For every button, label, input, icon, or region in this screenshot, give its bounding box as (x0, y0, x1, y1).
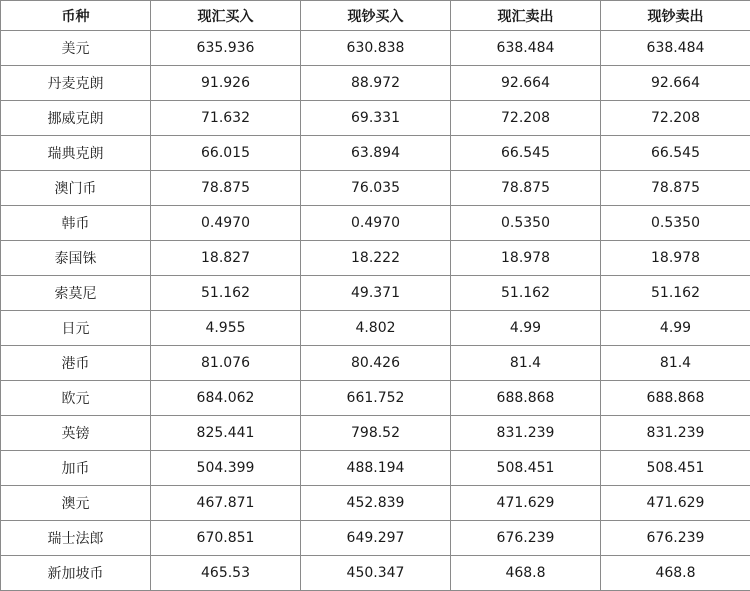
table-body (1, 31, 750, 591)
cell-cash-buy: 63.894 (301, 136, 451, 171)
cell-cash-buy: 88.972 (301, 66, 451, 101)
cell-spot-buy: 4.955 (151, 311, 301, 346)
cell-currency: 挪威克朗 (1, 101, 151, 136)
table-row (1, 101, 750, 136)
cell-spot-buy: 467.871 (151, 486, 301, 521)
cell-cash-sell: 508.451 (601, 451, 750, 486)
cell-cash-sell: 72.208 (601, 101, 750, 136)
cell-cash-buy: 649.297 (301, 521, 451, 556)
cell-currency: 索莫尼 (1, 276, 151, 311)
header-spot-sell: 现汇卖出 (451, 1, 601, 31)
cell-spot-sell: 688.868 (451, 381, 601, 416)
header-cash-buy: 现钞买入 (301, 1, 451, 31)
cell-spot-sell: 81.4 (451, 346, 601, 381)
cell-spot-sell: 638.484 (451, 31, 601, 66)
table-row (1, 136, 750, 171)
cell-currency: 美元 (1, 31, 151, 66)
cell-spot-sell: 18.978 (451, 241, 601, 276)
cell-cash-buy: 49.371 (301, 276, 451, 311)
cell-spot-buy: 51.162 (151, 276, 301, 311)
cell-cash-buy: 80.426 (301, 346, 451, 381)
cell-spot-buy: 18.827 (151, 241, 301, 276)
cell-spot-sell: 0.5350 (451, 206, 601, 241)
cell-cash-sell: 78.875 (601, 171, 750, 206)
cell-cash-sell: 81.4 (601, 346, 750, 381)
cell-cash-sell: 4.99 (601, 311, 750, 346)
cell-spot-sell: 78.875 (451, 171, 601, 206)
cell-spot-buy: 66.015 (151, 136, 301, 171)
cell-currency: 欧元 (1, 381, 151, 416)
cell-spot-buy: 81.076 (151, 346, 301, 381)
cell-cash-sell: 18.978 (601, 241, 750, 276)
cell-cash-buy: 0.4970 (301, 206, 451, 241)
cell-currency: 加币 (1, 451, 151, 486)
cell-spot-buy: 684.062 (151, 381, 301, 416)
cell-cash-buy: 69.331 (301, 101, 451, 136)
cell-currency: 瑞典克朗 (1, 136, 151, 171)
header-cash-sell: 现钞卖出 (601, 1, 750, 31)
cell-currency: 新加坡币 (1, 556, 151, 591)
cell-currency: 韩币 (1, 206, 151, 241)
cell-cash-sell: 676.239 (601, 521, 750, 556)
cell-cash-sell: 66.545 (601, 136, 750, 171)
header-currency: 币种 (1, 1, 151, 31)
table-row (1, 311, 750, 346)
cell-cash-sell: 0.5350 (601, 206, 750, 241)
cell-currency: 泰国铢 (1, 241, 151, 276)
cell-cash-buy: 4.802 (301, 311, 451, 346)
table-row (1, 381, 750, 416)
cell-cash-sell: 92.664 (601, 66, 750, 101)
cell-spot-buy: 71.632 (151, 101, 301, 136)
header-spot-buy: 现汇买入 (151, 1, 301, 31)
cell-spot-buy: 825.441 (151, 416, 301, 451)
cell-spot-buy: 465.53 (151, 556, 301, 591)
table-row (1, 171, 750, 206)
cell-spot-sell: 66.545 (451, 136, 601, 171)
cell-currency: 日元 (1, 311, 151, 346)
cell-cash-sell: 688.868 (601, 381, 750, 416)
cell-cash-buy: 630.838 (301, 31, 451, 66)
cell-cash-buy: 452.839 (301, 486, 451, 521)
cell-spot-sell: 676.239 (451, 521, 601, 556)
header-row (1, 1, 750, 31)
cell-spot-sell: 831.239 (451, 416, 601, 451)
cell-currency: 英镑 (1, 416, 151, 451)
cell-spot-sell: 4.99 (451, 311, 601, 346)
cell-currency: 港币 (1, 346, 151, 381)
table-row (1, 276, 750, 311)
table-row (1, 416, 750, 451)
cell-currency: 澳元 (1, 486, 151, 521)
cell-cash-sell: 468.8 (601, 556, 750, 591)
table-row (1, 521, 750, 556)
cell-spot-sell: 92.664 (451, 66, 601, 101)
cell-spot-sell: 508.451 (451, 451, 601, 486)
cell-spot-sell: 72.208 (451, 101, 601, 136)
cell-currency: 丹麦克朗 (1, 66, 151, 101)
cell-spot-buy: 78.875 (151, 171, 301, 206)
cell-cash-sell: 638.484 (601, 31, 750, 66)
table-row (1, 31, 750, 66)
cell-cash-sell: 51.162 (601, 276, 750, 311)
table-row (1, 556, 750, 591)
table-row (1, 241, 750, 276)
cell-spot-buy: 504.399 (151, 451, 301, 486)
cell-spot-buy: 670.851 (151, 521, 301, 556)
cell-cash-buy: 488.194 (301, 451, 451, 486)
cell-cash-buy: 661.752 (301, 381, 451, 416)
table-row (1, 486, 750, 521)
cell-spot-sell: 471.629 (451, 486, 601, 521)
table-row (1, 346, 750, 381)
table-row (1, 206, 750, 241)
cell-spot-sell: 468.8 (451, 556, 601, 591)
cell-spot-buy: 635.936 (151, 31, 301, 66)
cell-cash-buy: 450.347 (301, 556, 451, 591)
cell-currency: 澳门币 (1, 171, 151, 206)
table-row (1, 451, 750, 486)
cell-currency: 瑞士法郎 (1, 521, 151, 556)
cell-spot-sell: 51.162 (451, 276, 601, 311)
cell-cash-sell: 831.239 (601, 416, 750, 451)
cell-spot-buy: 91.926 (151, 66, 301, 101)
cell-cash-buy: 76.035 (301, 171, 451, 206)
cell-spot-buy: 0.4970 (151, 206, 301, 241)
table-row (1, 66, 750, 101)
cell-cash-buy: 18.222 (301, 241, 451, 276)
cell-cash-sell: 471.629 (601, 486, 750, 521)
cell-cash-buy: 798.52 (301, 416, 451, 451)
table-header (1, 1, 750, 31)
